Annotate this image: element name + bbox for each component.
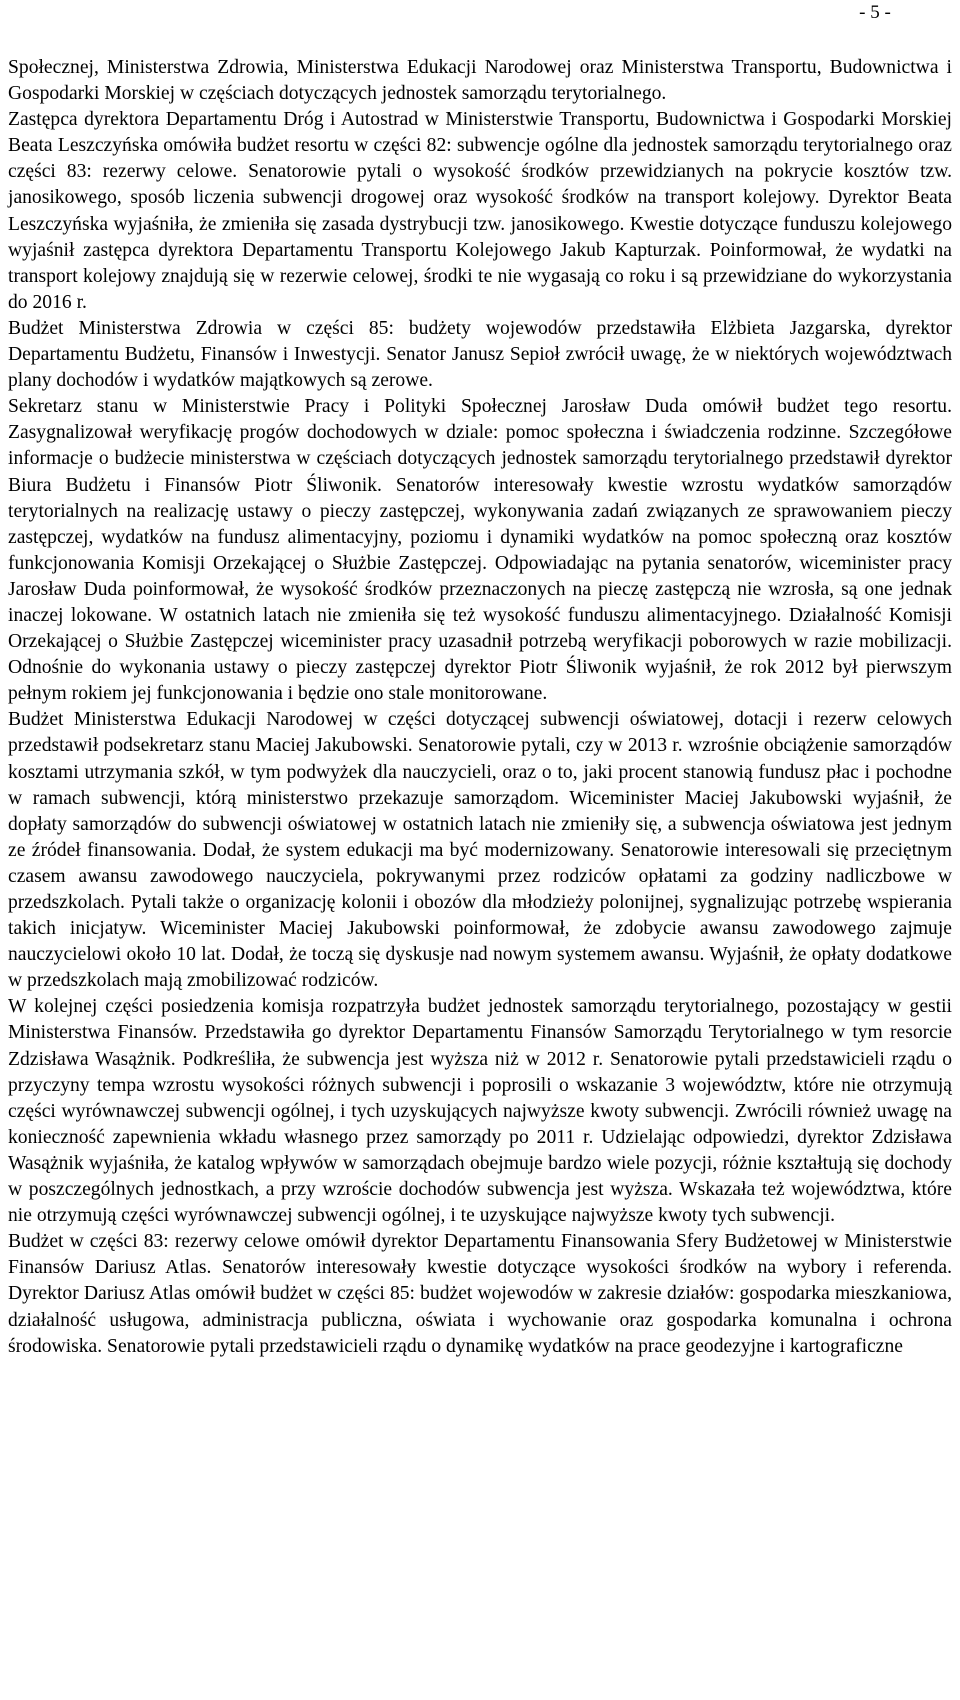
paragraph-education-budget: Budżet Ministerstwa Edukacji Narodowej w części dotyczącej subwencji oświatowej, dotacji i rezerw celowych przedstawił podsekretarz stanu Maciej Jakubowski. Senatorowie pytali, czy w 2013 r. wzrośnie obciążenie samorządów kosztami utrzymania szkół, w tym podwyżek dla nauczycieli, oraz o to, jaki procent stanowią fundusz płac i pochodne w ramach subwencji, którą ministerstwo przekazuje samorządom. Wiceminister Maciej Jakubowski wyjaśnił, że dopłaty samorządów do subwencji oświatowej w ostatnich latach nie zmieniły się, a subwencja oświatowa jest jednym ze źródeł finansowania. Dodał, że system edukacji ma być modernizowany. Senatorowie interesowali się przeciętnym czasem awansu zawodowego nauczyciela, pokrywanymi przez rodziców opłatami za godziny nadliczbowe w przedszkolach. Pytali także o organizację kolonii i obozów dla młodzieży polonijnej, sygnalizując potrzebę wspierania takich inicjatyw. Wiceminister Maciej Jakubowski poinformował, że zdobycie awansu zawodowego zajmuje nauczycielowi około 10 lat. Dodał, że toczą się dyskusje nad nowym systemem awansu. Wyjaśnił, że opłaty dodatkowe w przedszkolach mają zmobilizować rodziców. <box>8 709 952 992</box>
paragraph-local-government-budget: W kolejnej części posiedzenia komisja rozpatrzyła budżet jednostek samorządu terytorialnego, pozostający w gestii Ministerstwa Finansów. Przedstawiła go dyrektor Departamentu Finansów Samorządu Terytorialnego w tym resorcie Zdzisława Wasążnik. Podkreśliła, że subwencja jest wyższa niż w 2012 r. Senatorowie pytali przedstawicieli rządu o przyczyny tempa wzrostu wysokości różnych subwencji i poprosili o wskazanie 3 województw, które nie otrzymują części wyrównawczej subwencji ogólnej, i tych uzyskujących najwyższe kwoty subwencji. Zwrócili również uwagę na konieczność zapewnienia wkładu własnego przez samorządy po 2011 r. Udzielając odpowiedzi, dyrektor Zdzisława Wasążnik wyjaśniła, że katalog wpływów w samorządach obejmuje bardzo wiele pozycji, różnie kształtują się dochody w poszczególnych jednostkach, a przy wzroście dochodów subwencja jest wyższa. Wskazała też województwa, które nie otrzymują części wyrównawczej subwencji ogólnej, i te uzyskujące najwyższe kwoty tych subwencji. <box>8 996 952 1227</box>
paragraph-labour-budget: Sekretarz stanu w Ministerstwie Pracy i Polityki Społecznej Jarosław Duda omówił budżet tego resortu. Zasygnalizował weryfikację progów dochodowych w dziale: pomoc społeczna i świadczenia rodzinne. Szczegółowe informacje o budżecie ministerstwa w częściach dotyczących jednostek samorządu terytorialnego przedstawił dyrektor Biura Budżetu i Finansów Piotr Śliwonik. Senatorów interesowały kwestie wzrostu wydatków samorządów terytorialnych na realizację ustawy o pieczy zastępczej, wykonywania zadań związanych ze sprawowaniem pieczy zastępczej, wydatków na fundusz alimentacyjny, poziomu i dynamiki wydatków na pomoc społeczną oraz kosztów funkcjonowania Komisji Orzekającej o Służbie Zastępczej. Odpowiadając na pytania senatorów, wiceminister pracy Jarosław Duda poinformował, że wysokość środków przeznaczonych na pieczę zastępczą nie wzrosła, są one jednak inaczej lokowane. W ostatnich latach nie zmieniła się też wysokość funduszu alimentacyjnego. Działalność Komisji Orzekającej o Służbie Zastępczej wiceminister pracy uzasadnił potrzebą weryfikacji poborowych w razie mobilizacji. Odnośnie do wykonania ustawy o pieczy zastępczej dyrektor Piotr Śliwonik wyjaśnił, że rok 2012 był pierwszym pełnym rokiem jej funkcjonowania i będzie ono stale monitorowane. <box>8 396 952 705</box>
paragraph-ministries-continuation: Społecznej, Ministerstwa Zdrowia, Ministerstwa Edukacji Narodowej oraz Ministerstwa Transportu, Budownictwa i Gospodarki Morskiej w częściach dotyczących jednostek samorządu terytorialnego. <box>8 57 952 105</box>
paragraph-health-budget: Budżet Ministerstwa Zdrowia w części 85: budżety wojewodów przedstawiła Elżbieta Jazgarska, dyrektor Departamentu Budżetu, Finansów i Inwestycji. Senator Janusz Sepioł zwrócił uwagę, że w niektórych województwach plany dochodów i wydatków majątkowych są zerowe. <box>8 317 952 392</box>
paragraph-reserves-budget: Budżet w części 83: rezerwy celowe omówił dyrektor Departamentu Finansowania Sfery Budżetowej w Ministerstwie Finansów Dariusz Atlas. Senatorów interesowały kwestie dotyczące wysokości środków na wybory i referenda. Dyrektor Dariusz Atlas omówił budżet w części 85: budżet wojewodów w zakresie działów: gospodarka mieszkaniowa, działalność usługowa, administracja publiczna, oświata i wychowanie oraz gospodarka komunalna i ochrona środowiska. Senatorowie pytali przedstawicieli rządu o dynamikę wydatków na prace geodezyjne i kartograficzne <box>8 1231 952 1357</box>
document-body <box>8 55 952 1360</box>
page-number: - 5 - <box>859 2 891 23</box>
paragraph-transport-budget: Zastępca dyrektora Departamentu Dróg i Autostrad w Ministerstwie Transportu, Budownictwa i Gospodarki Morskiej Beata Leszczyńska omówiła budżet resortu w części 82: subwencje ogólne dla jednostek samorządu terytorialnego oraz części 83: rezerwy celowe. Senatorowie pytali o wysokość środków przewidzianych na pokrycie kosztów tzw. janosikowego, sposób liczenia subwencji drogowej oraz wysokość środków na transport kolejowy. Dyrektor Beata Leszczyńska wyjaśniła, że zmieniła się zasada dystrybucji tzw. janosikowego. Kwestie dotyczące funduszu kolejowego wyjaśnił zastępca dyrektora Departamentu Transportu Kolejowego Jakub Kapturzak. Poinformował, że wydatki na transport kolejowy znajdują się w rezerwie celowej, środki te nie wygasają co roku i są przewidziane do wykorzystania do 2016 r. <box>8 109 952 313</box>
